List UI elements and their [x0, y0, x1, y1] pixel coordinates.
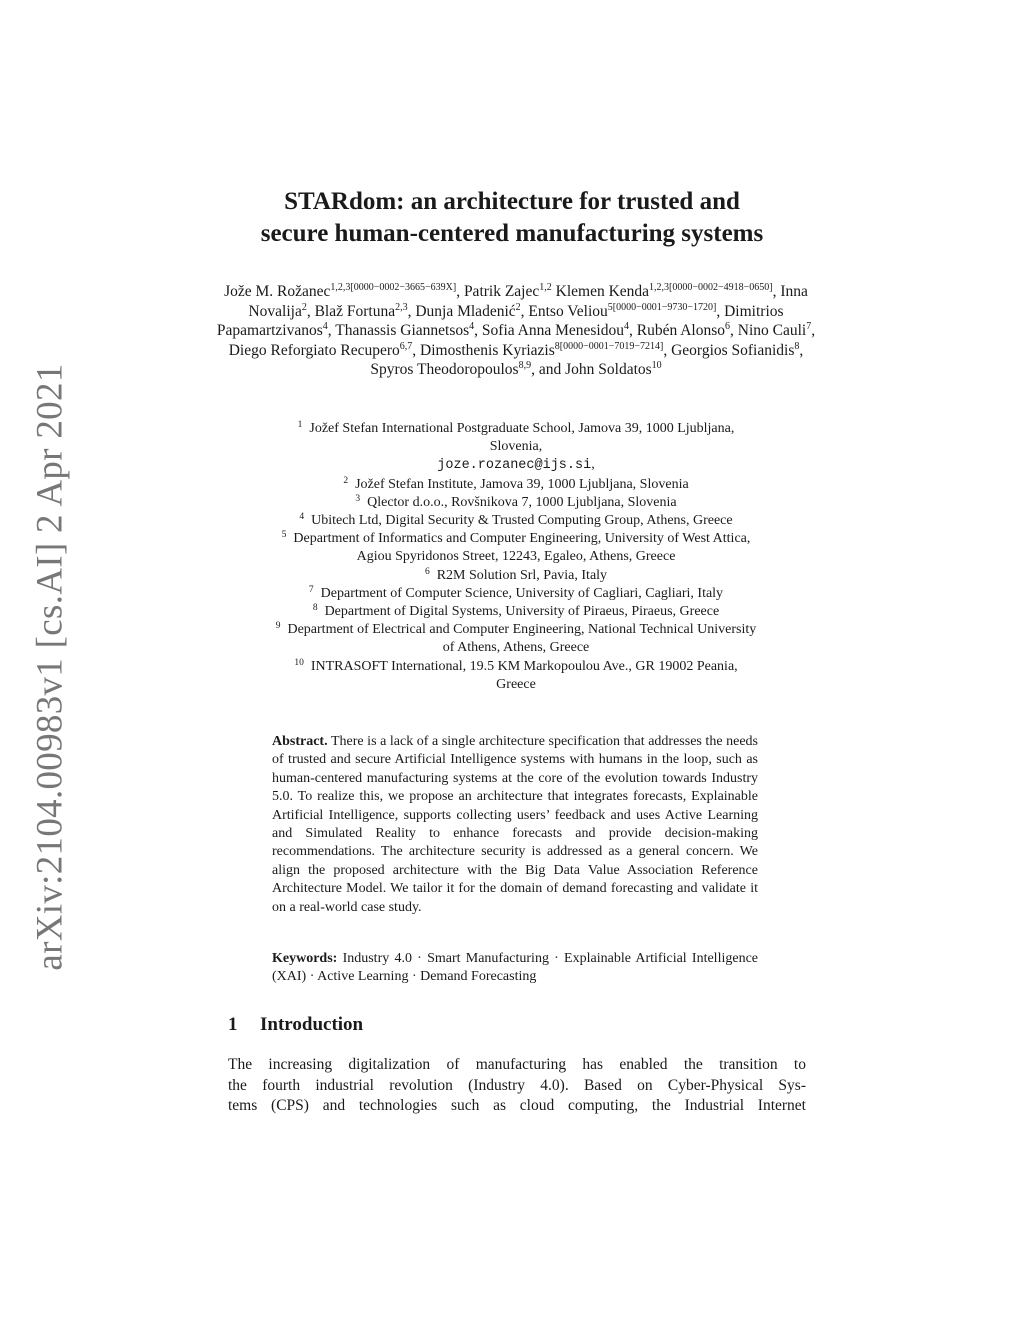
- affiliation-text: Greece: [496, 676, 536, 692]
- author-separator: ,: [520, 302, 529, 320]
- author-affiliation-marker: 1,2,3[0000−0002−4918−0650]: [649, 282, 773, 293]
- author-name: John Soldatos: [565, 361, 652, 379]
- body-line: tems (CPS) and technologies such as cloud computing, the Industrial Internet: [228, 1097, 806, 1115]
- author-name: Entso Veliou: [528, 302, 608, 320]
- author-separator: ,: [811, 322, 816, 340]
- author-name: Klemen Kenda: [555, 283, 650, 300]
- author-affiliation-marker: 6,7: [399, 340, 413, 352]
- affiliation-number: 3: [355, 493, 361, 504]
- keywords-text: Industry 4.0 · Smart Manufacturing · Explainable Artificial Intelligence (XAI) · Active Learning · Demand Forecasting: [272, 951, 758, 985]
- email-punctuation: ,: [591, 457, 595, 473]
- author-name: Inna Novalija: [248, 283, 808, 320]
- author-affiliation-marker: 2: [515, 301, 521, 313]
- arxiv-identifier: arXiv:2104.00983v1 [cs.AI] 2 Apr 2021: [29, 363, 71, 971]
- affiliation-line: [216, 567, 816, 585]
- author-affiliation-marker: 2: [301, 301, 307, 313]
- affiliation-line: [216, 456, 816, 475]
- author-affiliation-marker: 4: [322, 321, 328, 333]
- section-number: 1: [228, 1014, 238, 1035]
- author-affiliation-marker: 2,3: [395, 301, 408, 313]
- affiliation-line: [216, 585, 816, 603]
- author-affiliation-marker: 10: [651, 360, 662, 372]
- author-separator: ,: [628, 322, 637, 340]
- affiliation: [216, 420, 816, 476]
- author-separator: ,: [456, 283, 464, 300]
- affiliation-number: 4: [299, 512, 305, 523]
- affiliation-line: [216, 476, 816, 494]
- affiliation-text: R2M Solution Srl, Pavia, Italy: [436, 567, 608, 583]
- affiliation-text: Agiou Spyridonos Street, 12243, Egaleo, Athens, Greece: [356, 549, 676, 565]
- author-separator: ,: [327, 322, 336, 340]
- affiliation-text: of Athens, Athens, Greece: [442, 640, 590, 656]
- section-title: Introduction: [260, 1014, 364, 1035]
- affiliation-text: Department of Digital Systems, University of Piraeus, Piraeus, Greece: [324, 604, 720, 620]
- affiliation-text: Department of Electrical and Computer Engineering, National Technical University: [287, 622, 757, 638]
- affiliation-number: 2: [343, 475, 349, 486]
- author-name: Dimosthenis Kyriazis: [420, 341, 555, 359]
- author-separator: ,: [412, 341, 421, 359]
- author-name: Nino Cauli: [737, 322, 807, 340]
- keywords: [272, 950, 758, 987]
- author-name: Rubén Alonso: [636, 322, 726, 340]
- affiliation-number: 6: [424, 566, 430, 577]
- author-separator: ,: [799, 341, 804, 359]
- affiliation-line: [216, 420, 816, 438]
- author-affiliation-marker: 5[0000−0001−9730−1720]: [607, 301, 717, 313]
- affiliation-line: [216, 676, 816, 694]
- keywords-label: Keywords:: [272, 951, 338, 966]
- affiliation-text: Department of Informatics and Computer Engineering, University of West Attica,: [293, 531, 751, 547]
- author-separator: ,: [407, 302, 416, 320]
- affiliation: [216, 476, 816, 494]
- author-separator: ,: [663, 341, 672, 359]
- author-list: [216, 282, 816, 380]
- affiliation-text: Jožef Stefan International Postgraduate School, Jamova 39, 1000 Ljubljana,: [309, 421, 735, 436]
- affiliation: [216, 530, 816, 566]
- author-name: Spyros Theodoropoulos: [370, 361, 519, 379]
- affiliation-number: 7: [308, 584, 314, 595]
- body-line: the fourth industrial revolution (Industry 4.0). Based on Cyber-Physical Sys-: [228, 1076, 806, 1094]
- abstract-text: There is a lack of a single architecture specification that addresses the needs of trusted and secure Artificial Intelligence systems with humans in the loop, such as human-centered manufacturing systems at the core of the evolution towards Industry 5.0. To realize this, we propose an architecture that integrates forecasts, Explainable Artificial Intelligence, supports collecting users’ feedback and uses Active Learning and Simulated Reality to enhance forecasts and provide decision-making recommendations. The architecture security is addressed as a general concern. We align the proposed architecture with the Big Data Value Association Reference Architecture Model. We tailor it for the domain of demand forecasting and validate it on a real-world case study.: [272, 734, 758, 915]
- author-email-link[interactable]: joze.rozanec@ijs.si: [437, 458, 592, 474]
- author-name: Diego Reforgiato Recupero: [228, 341, 400, 359]
- affiliation-line: [216, 548, 816, 566]
- author-name: Dunja Mladenić: [415, 302, 516, 320]
- affiliation-line: [216, 621, 816, 639]
- affiliation-text: Qlector d.o.o., Rovšnikova 7, 1000 Ljubljana, Slovenia: [367, 494, 677, 510]
- affiliation-line: [216, 603, 816, 621]
- author-name: Thanassis Giannetsos: [335, 322, 470, 340]
- author-separator: ,: [716, 302, 725, 320]
- author-separator: ,: [474, 322, 482, 340]
- author-name: Jože M. Rožanec: [224, 283, 331, 300]
- affiliation: [216, 603, 816, 621]
- affiliation-number: 9: [275, 621, 281, 632]
- author-separator: ,: [730, 322, 738, 340]
- author-affiliation-marker: 1,2,3[0000−0002−3665−639X]: [330, 282, 457, 293]
- affiliation-text: Jožef Stefan Institute, Jamova 39, 1000 Ljubljana, Slovenia: [355, 476, 689, 492]
- author-separator: ,: [772, 283, 781, 300]
- affiliation-number: 1: [297, 420, 303, 430]
- affiliation-text: Ubitech Ltd, Digital Security & Trusted Computing Group, Athens, Greece: [311, 513, 733, 529]
- author-affiliation-marker: 4: [469, 321, 475, 333]
- author-name: Georgios Sofianidis: [671, 341, 795, 359]
- affiliation: [216, 567, 816, 585]
- author-affiliation-marker: 7: [806, 321, 812, 333]
- affiliation: [216, 585, 816, 603]
- author-affiliation-marker: 8: [794, 340, 800, 352]
- author-name: Dimitrios Papamartzivanos: [216, 302, 784, 340]
- author-name: Patrik Zajec: [463, 283, 540, 300]
- author-name: Blaž Fortuna: [314, 302, 396, 320]
- affiliation-number: 8: [312, 603, 318, 614]
- affiliation-line: [216, 512, 816, 530]
- affiliation: [216, 621, 816, 657]
- author-affiliation-marker: 8,9: [518, 360, 532, 372]
- section-heading: [228, 1014, 363, 1036]
- affiliation-line: [216, 658, 816, 676]
- author-separator: ,: [306, 302, 315, 320]
- title-line-2: secure human-centered manufacturing systems: [260, 220, 764, 247]
- affiliation: [216, 658, 816, 694]
- affiliation-line: [216, 494, 816, 512]
- affiliation-text: Slovenia,: [489, 439, 543, 455]
- affiliation-list: [216, 420, 816, 694]
- affiliation-line: [216, 438, 816, 456]
- abstract-label: Abstract.: [272, 734, 328, 749]
- affiliation-number: 10: [294, 657, 304, 668]
- body-line: The increasing digitalization of manufacturing has enabled the transition to: [228, 1056, 806, 1073]
- author-separator: , and: [531, 361, 566, 379]
- title-line-1: STARdom: an architecture for trusted and: [284, 188, 740, 215]
- abstract: [272, 733, 758, 917]
- author-name: Sofia Anna Menesidou: [481, 322, 624, 340]
- affiliation-number: 5: [281, 530, 287, 541]
- intro-paragraph: [228, 1055, 806, 1117]
- affiliation: [216, 512, 816, 530]
- arxiv-sidebar: [28, 363, 72, 971]
- author-affiliation-marker: 6: [725, 321, 731, 333]
- paper-title: [0, 186, 1024, 250]
- affiliation-text: INTRASOFT International, 19.5 KM Markopoulou Ave., GR 19002 Peania,: [310, 658, 738, 674]
- affiliation-text: Department of Computer Science, University of Cagliari, Cagliari, Italy: [320, 585, 724, 601]
- author-affiliation-marker: 8[0000−0001−7019−7214]: [554, 340, 664, 352]
- affiliation: [216, 494, 816, 512]
- affiliation-line: [216, 530, 816, 548]
- affiliation-line: [216, 639, 816, 657]
- author-affiliation-marker: 1,2: [539, 282, 552, 293]
- author-affiliation-marker: 4: [623, 321, 629, 333]
